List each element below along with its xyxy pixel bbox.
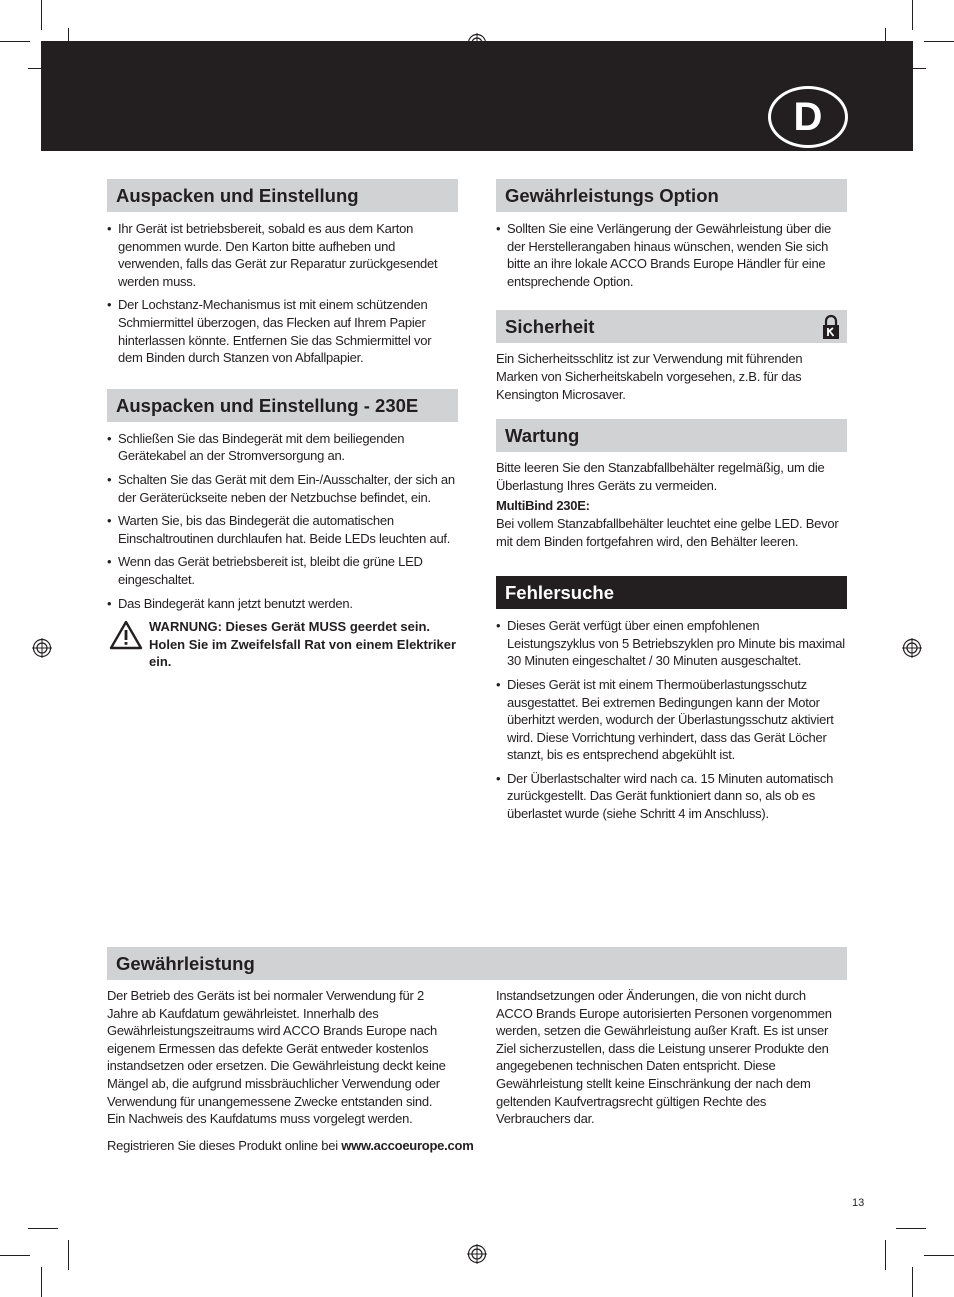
- section-heading-maintenance: Wartung: [496, 419, 847, 452]
- maintenance-text: Bitte leeren Sie den Stanzabfallbehälter regelmäßig, um die Überlastung Ihres Geräts zu vermeiden.: [496, 460, 825, 493]
- page-number: 13: [852, 1197, 865, 1209]
- warning-triangle-icon: [109, 620, 143, 650]
- list-item: • Wenn das Gerät betriebsbereit ist, bleibt die grüne LED eingeschaltet.: [107, 553, 458, 588]
- registration-mark-icon: [467, 1244, 487, 1264]
- list-item: • Sollten Sie eine Verlängerung der Gewährleistung über die der Herstellerangaben hinaus wünschen, wenden Sie sich bitte an ihre lokale ACCO Brands Europe Händler für eine entsprechende Option.: [496, 220, 847, 290]
- list-item: • Der Lochstanz-Mechanismus ist mit einem schützenden Schmiermittel überzogen, das Flecken auf Ihrem Papier hinterlassen könnte. Entfernen Sie das Schmiermittel vor dem Binden durch Stanzen von Abfallpapier.: [107, 296, 458, 366]
- list-item: • Schließen Sie das Bindegerät mit dem beiliegenden Gerätekabel an der Stromversorgung an.: [107, 430, 458, 465]
- crop-mark: [0, 1255, 30, 1256]
- register-text: Registrieren Sie dieses Produkt online bei: [107, 1137, 342, 1153]
- crop-mark: [0, 41, 30, 42]
- registration-mark-icon: [32, 638, 52, 658]
- warranty-column-2: [496, 987, 836, 1128]
- crop-mark: [912, 0, 913, 30]
- crop-mark: [912, 1267, 913, 1297]
- warranty-option-list: [496, 220, 847, 290]
- crop-mark: [41, 1267, 42, 1297]
- security-text: Ein Sicherheitsschlitz ist zur Verwendung mit führenden Marken von Sicherheitskabeln vorgesehen, z.B. für das Kensington Microsaver.: [496, 351, 803, 402]
- crop-mark: [924, 1255, 954, 1256]
- list-item: • Dieses Gerät verfügt über einen empfohlenen Leistungszyklus von 5 Betriebszyklen pro Minute bis maximal 30 Minuten eingeschaltet / 30 Minuten ausgeschaltet.: [496, 617, 847, 670]
- warranty-text-2: Instandsetzungen oder Änderungen, die von nicht durch ACCO Brands Europe autorisierten Personen vorgenommen werden, setzen die Gewährleistung außer Kraft. Es ist unser Ziel sicherzustellen, dass die Leistung unserer Produkte den angegebenen technischen Daten entspricht. Diese Gewährleistung stellt keine Einschränkung der nach dem geltenden Kaufvertragsrecht gültigen Rechte des Verbrauchers dar.: [496, 988, 832, 1127]
- list-item: • Schalten Sie das Gerät mit dem Ein-/Ausschalter, der sich an der Geräterückseite neben der Netzbuchse befindet, ein.: [107, 471, 458, 506]
- warranty-section: [107, 947, 847, 980]
- unpack-list: [107, 220, 458, 367]
- crop-mark: [28, 1228, 58, 1229]
- section-heading-security: [496, 310, 847, 343]
- warranty-text-1: Der Betrieb des Geräts ist bei normaler Verwendung für 2 Jahre ab Kaufdatum gewährleistet. Innerhalb des Gewährleistungszeitraums wird ACCO Brands Europe nach eigenem Ermessen das defekte Gerät entweder kostenlos instandsetzen oder ersetzen. Die Gewährleistung deckt keine Mängel ab, die aufgrund missbräuchlicher Verwendung oder Verwendung für unangemessene Zwecke entstanden sind. Ein Nachweis des Kaufdatums muss vorgelegt werden.: [107, 988, 446, 1127]
- crop-mark: [924, 41, 954, 42]
- list-item: • Dieses Gerät ist mit einem Thermoüberlastungsschutz ausgestattet. Bei extremen Bedingungen kann der Motor überhitzt werden, wodurch der Überlastungsschutz aktiviert wird. Diese Vorrichtung verhindert, dass das Gerät Löcher stanzt, bis es entsprechend abgekühlt ist.: [496, 676, 847, 764]
- list-item: • Ihr Gerät ist betriebsbereit, sobald es aus dem Karton genommen wurde. Den Karton bitte aufheben und verwenden, falls das Gerät zur Reparatur zurückgesendet werden muss.: [107, 220, 458, 290]
- section-heading-unpack: Auspacken und Einstellung: [107, 179, 458, 212]
- section-heading-warranty: Gewährleistung: [107, 947, 847, 980]
- crop-mark: [885, 1240, 886, 1270]
- registration-mark-icon: [902, 638, 922, 658]
- list-item: • Das Bindegerät kann jetzt benutzt werden.: [107, 595, 458, 613]
- maintenance-subtext: Bei vollem Stanzabfallbehälter leuchtet eine gelbe LED. Bevor mit dem Binden fortgefahren wird, den Behälter leeren.: [496, 515, 839, 549]
- unpack-230e-list: [107, 430, 458, 612]
- left-column: [107, 179, 458, 671]
- register-line: [107, 1137, 474, 1155]
- list-item: • Warten Sie, bis das Bindegerät die automatischen Einschaltroutinen durchlaufen hat. Beide LEDs leuchten auf.: [107, 512, 458, 547]
- troubleshooting-list: [496, 617, 847, 823]
- warning-note: [107, 618, 458, 671]
- list-item: • Der Überlastschalter wird nach ca. 15 Minuten automatisch zurückgestellt. Das Gerät funktioniert dann so, als ob es überlastet wurde (siehe Schritt 4 im Anschluss).: [496, 770, 847, 823]
- language-badge: D: [768, 86, 848, 148]
- security-title: Sicherheit: [505, 316, 595, 338]
- crop-mark: [41, 0, 42, 30]
- right-column: [496, 179, 847, 829]
- crop-mark: [896, 1228, 926, 1229]
- kensington-lock-icon: [821, 314, 841, 340]
- maintenance-subhead: MultiBind 230E:: [496, 498, 590, 514]
- section-heading-troubleshooting: Fehlersuche: [496, 576, 847, 609]
- section-heading-warranty-option: Gewährleistungs Option: [496, 179, 847, 212]
- section-heading-unpack-230e: Auspacken und Einstellung - 230E: [107, 389, 458, 422]
- warranty-column-1: [107, 987, 474, 1154]
- warning-text: WARNUNG: Dieses Gerät MUSS geerdet sein. Holen Sie im Zweifelsfall Rat von einem Elektriker ein.: [149, 619, 457, 670]
- crop-mark: [68, 1240, 69, 1270]
- register-link[interactable]: www.accoeurope.com: [341, 1137, 474, 1153]
